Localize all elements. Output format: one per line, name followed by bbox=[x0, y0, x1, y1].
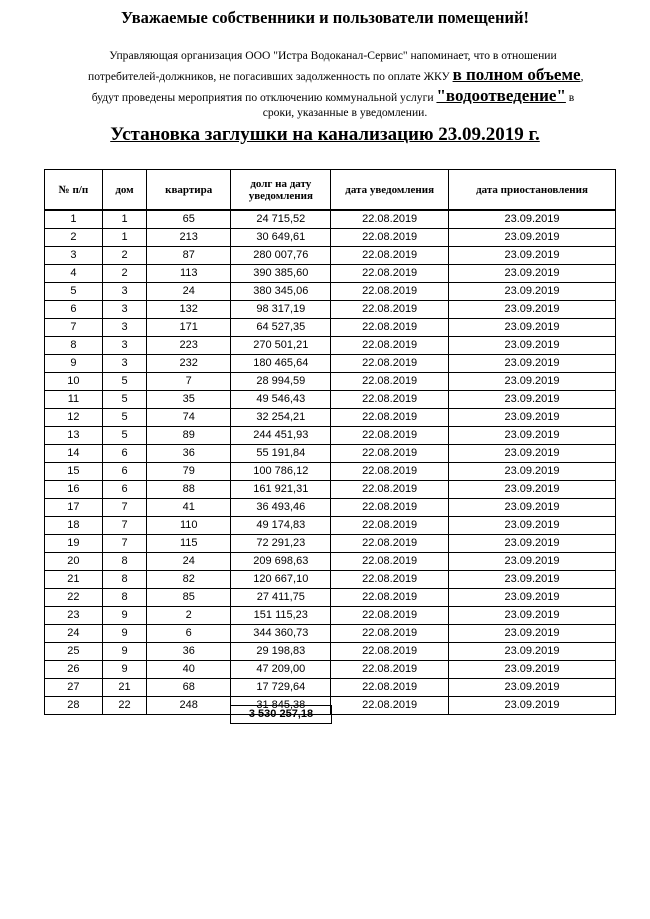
cell-house: 9 bbox=[102, 643, 146, 661]
table-row bbox=[45, 265, 616, 283]
table-row bbox=[45, 625, 616, 643]
cell-apartment: 36 bbox=[147, 643, 231, 661]
cell-suspension-date: 23.09.2019 bbox=[448, 625, 615, 643]
cell-notice-date: 22.08.2019 bbox=[331, 337, 449, 355]
cell-notice-date: 22.08.2019 bbox=[331, 355, 449, 373]
cell-debt: 31 845,38 bbox=[231, 697, 331, 715]
cell-apartment: 6 bbox=[147, 625, 231, 643]
header-debt: долг на дату уведомления bbox=[231, 170, 331, 211]
cell-apartment: 110 bbox=[147, 517, 231, 535]
cell-house: 5 bbox=[102, 409, 146, 427]
page-title: Уважаемые собственники и пользователи помещений! bbox=[120, 8, 530, 27]
cell-suspension-date: 23.09.2019 bbox=[448, 283, 615, 301]
cell-house: 2 bbox=[102, 265, 146, 283]
cell-apartment: 113 bbox=[147, 265, 231, 283]
cell-notice-date: 22.08.2019 bbox=[331, 265, 449, 283]
cell-apartment: 74 bbox=[147, 409, 231, 427]
table-row bbox=[45, 463, 616, 481]
cell-apartment: 24 bbox=[147, 553, 231, 571]
cell-house: 6 bbox=[102, 445, 146, 463]
cell-index: 8 bbox=[45, 337, 103, 355]
cell-index: 13 bbox=[45, 427, 103, 445]
cell-debt: 151 115,23 bbox=[231, 607, 331, 625]
cell-house: 8 bbox=[102, 553, 146, 571]
cell-notice-date: 22.08.2019 bbox=[331, 589, 449, 607]
header-suspension-date: дата приостановления bbox=[448, 170, 615, 211]
cell-suspension-date: 23.09.2019 bbox=[448, 210, 615, 229]
cell-debt: 120 667,10 bbox=[231, 571, 331, 589]
cell-apartment: 223 bbox=[147, 337, 231, 355]
cell-notice-date: 22.08.2019 bbox=[331, 210, 449, 229]
cell-debt: 100 786,12 bbox=[231, 463, 331, 481]
cell-debt: 30 649,61 bbox=[231, 229, 331, 247]
table-row bbox=[45, 481, 616, 499]
cell-debt: 36 493,46 bbox=[231, 499, 331, 517]
cell-apartment: 85 bbox=[147, 589, 231, 607]
header-apartment: квартира bbox=[147, 170, 231, 211]
cell-apartment: 213 bbox=[147, 229, 231, 247]
cell-debt: 270 501,21 bbox=[231, 337, 331, 355]
cell-suspension-date: 23.09.2019 bbox=[448, 355, 615, 373]
cell-suspension-date: 23.09.2019 bbox=[448, 373, 615, 391]
cell-notice-date: 22.08.2019 bbox=[331, 553, 449, 571]
table-row bbox=[45, 337, 616, 355]
cell-suspension-date: 23.09.2019 bbox=[448, 589, 615, 607]
cell-suspension-date: 23.09.2019 bbox=[448, 463, 615, 481]
cell-suspension-date: 23.09.2019 bbox=[448, 301, 615, 319]
cell-notice-date: 22.08.2019 bbox=[331, 427, 449, 445]
cell-apartment: 2 bbox=[147, 607, 231, 625]
cell-notice-date: 22.08.2019 bbox=[331, 607, 449, 625]
table-row bbox=[45, 355, 616, 373]
cell-house: 22 bbox=[102, 697, 146, 715]
cell-apartment: 89 bbox=[147, 427, 231, 445]
cell-apartment: 7 bbox=[147, 373, 231, 391]
cell-notice-date: 22.08.2019 bbox=[331, 283, 449, 301]
cell-debt: 244 451,93 bbox=[231, 427, 331, 445]
cell-debt: 49 546,43 bbox=[231, 391, 331, 409]
cell-suspension-date: 23.09.2019 bbox=[448, 319, 615, 337]
table-row bbox=[45, 283, 616, 301]
table-row bbox=[45, 571, 616, 589]
cell-index: 25 bbox=[45, 643, 103, 661]
cell-index: 18 bbox=[45, 517, 103, 535]
cell-index: 4 bbox=[45, 265, 103, 283]
cell-apartment: 24 bbox=[147, 283, 231, 301]
cell-suspension-date: 23.09.2019 bbox=[448, 481, 615, 499]
cell-house: 9 bbox=[102, 607, 146, 625]
cell-suspension-date: 23.09.2019 bbox=[448, 661, 615, 679]
debtors-table bbox=[44, 169, 616, 715]
cell-debt: 24 715,52 bbox=[231, 210, 331, 229]
table-row bbox=[45, 427, 616, 445]
cell-suspension-date: 23.09.2019 bbox=[448, 391, 615, 409]
cell-debt: 55 191,84 bbox=[231, 445, 331, 463]
table-row bbox=[45, 319, 616, 337]
intro-line-3-text: будут проведены мероприятия по отключению коммунальной услуги bbox=[91, 91, 437, 104]
header-house: дом bbox=[102, 170, 146, 211]
cell-index: 28 bbox=[45, 697, 103, 715]
cell-apartment: 87 bbox=[147, 247, 231, 265]
cell-suspension-date: 23.09.2019 bbox=[448, 517, 615, 535]
cell-notice-date: 22.08.2019 bbox=[331, 661, 449, 679]
cell-suspension-date: 23.09.2019 bbox=[448, 499, 615, 517]
cell-suspension-date: 23.09.2019 bbox=[448, 337, 615, 355]
cell-notice-date: 22.08.2019 bbox=[331, 391, 449, 409]
cell-index: 6 bbox=[45, 301, 103, 319]
cell-house: 7 bbox=[102, 517, 146, 535]
table-row bbox=[45, 210, 616, 229]
cell-house: 7 bbox=[102, 499, 146, 517]
cell-index: 23 bbox=[45, 607, 103, 625]
cell-house: 21 bbox=[102, 679, 146, 697]
cell-suspension-date: 23.09.2019 bbox=[448, 265, 615, 283]
table-row bbox=[45, 391, 616, 409]
cell-index: 22 bbox=[45, 589, 103, 607]
cell-suspension-date: 23.09.2019 bbox=[448, 553, 615, 571]
cell-index: 2 bbox=[45, 229, 103, 247]
table-row bbox=[45, 409, 616, 427]
cell-house: 2 bbox=[102, 247, 146, 265]
cell-house: 3 bbox=[102, 301, 146, 319]
cell-notice-date: 22.08.2019 bbox=[331, 535, 449, 553]
cell-house: 1 bbox=[102, 229, 146, 247]
cell-apartment: 41 bbox=[147, 499, 231, 517]
cell-apartment: 36 bbox=[147, 445, 231, 463]
cell-suspension-date: 23.09.2019 bbox=[448, 697, 615, 715]
cell-house: 9 bbox=[102, 625, 146, 643]
cell-debt: 29 198,83 bbox=[231, 643, 331, 661]
cell-apartment: 82 bbox=[147, 571, 231, 589]
table-row bbox=[45, 517, 616, 535]
cell-apartment: 115 bbox=[147, 535, 231, 553]
cell-notice-date: 22.08.2019 bbox=[331, 625, 449, 643]
table-row bbox=[45, 499, 616, 517]
cell-notice-date: 22.08.2019 bbox=[331, 697, 449, 715]
table-row bbox=[45, 301, 616, 319]
header-notice-date: дата уведомления bbox=[331, 170, 449, 211]
cell-debt: 98 317,19 bbox=[231, 301, 331, 319]
cell-suspension-date: 23.09.2019 bbox=[448, 427, 615, 445]
cell-suspension-date: 23.09.2019 bbox=[448, 679, 615, 697]
intro-line-1: Управляющая организация ООО "Истра Водоканал-Сервис" напоминает, что в отношении bbox=[109, 49, 557, 62]
cell-apartment: 68 bbox=[147, 679, 231, 697]
intro-line-3-tail: в bbox=[565, 91, 575, 104]
cell-notice-date: 22.08.2019 bbox=[331, 301, 449, 319]
cell-index: 17 bbox=[45, 499, 103, 517]
cell-debt: 180 465,64 bbox=[231, 355, 331, 373]
cell-index: 20 bbox=[45, 553, 103, 571]
cell-index: 1 bbox=[45, 210, 103, 229]
cell-apartment: 40 bbox=[147, 661, 231, 679]
cell-apartment: 248 bbox=[147, 697, 231, 715]
cell-notice-date: 22.08.2019 bbox=[331, 409, 449, 427]
cell-notice-date: 22.08.2019 bbox=[331, 643, 449, 661]
cell-debt: 47 209,00 bbox=[231, 661, 331, 679]
cell-house: 6 bbox=[102, 481, 146, 499]
table-row bbox=[45, 535, 616, 553]
cell-notice-date: 22.08.2019 bbox=[331, 247, 449, 265]
cell-index: 3 bbox=[45, 247, 103, 265]
cell-house: 3 bbox=[102, 355, 146, 373]
cell-suspension-date: 23.09.2019 bbox=[448, 607, 615, 625]
table-row bbox=[45, 607, 616, 625]
cell-notice-date: 22.08.2019 bbox=[331, 373, 449, 391]
cell-debt: 209 698,63 bbox=[231, 553, 331, 571]
table-row bbox=[45, 643, 616, 661]
table-row bbox=[45, 661, 616, 679]
cell-index: 21 bbox=[45, 571, 103, 589]
emphasis-full-amount: в полном объеме bbox=[452, 65, 581, 84]
cell-house: 5 bbox=[102, 373, 146, 391]
table-header-row bbox=[45, 170, 616, 211]
cell-debt: 64 527,35 bbox=[231, 319, 331, 337]
total-debt: 3 530 257,18 bbox=[230, 705, 332, 724]
table-body bbox=[45, 210, 616, 715]
cell-index: 15 bbox=[45, 463, 103, 481]
cell-debt: 344 360,73 bbox=[231, 625, 331, 643]
header-index: № п/п bbox=[45, 170, 103, 211]
cell-apartment: 232 bbox=[147, 355, 231, 373]
cell-suspension-date: 23.09.2019 bbox=[448, 445, 615, 463]
cell-suspension-date: 23.09.2019 bbox=[448, 643, 615, 661]
table-row bbox=[45, 679, 616, 697]
cell-debt: 72 291,23 bbox=[231, 535, 331, 553]
intro-paragraph bbox=[88, 46, 584, 119]
cell-index: 14 bbox=[45, 445, 103, 463]
table-row bbox=[45, 589, 616, 607]
cell-house: 5 bbox=[102, 391, 146, 409]
cell-debt: 49 174,83 bbox=[231, 517, 331, 535]
cell-house: 9 bbox=[102, 661, 146, 679]
cell-house: 1 bbox=[102, 210, 146, 229]
cell-notice-date: 22.08.2019 bbox=[331, 229, 449, 247]
cell-house: 8 bbox=[102, 571, 146, 589]
cell-index: 7 bbox=[45, 319, 103, 337]
cell-index: 27 bbox=[45, 679, 103, 697]
cell-apartment: 132 bbox=[147, 301, 231, 319]
cell-index: 26 bbox=[45, 661, 103, 679]
table-row bbox=[45, 373, 616, 391]
cell-index: 16 bbox=[45, 481, 103, 499]
cell-house: 3 bbox=[102, 337, 146, 355]
cell-notice-date: 22.08.2019 bbox=[331, 481, 449, 499]
cell-house: 3 bbox=[102, 319, 146, 337]
cell-house: 5 bbox=[102, 427, 146, 445]
cell-index: 5 bbox=[45, 283, 103, 301]
cell-suspension-date: 23.09.2019 bbox=[448, 229, 615, 247]
cell-debt: 27 411,75 bbox=[231, 589, 331, 607]
intro-line-3 bbox=[88, 86, 578, 107]
cell-debt: 17 729,64 bbox=[231, 679, 331, 697]
intro-line-2-text: потребителей-должников, не погасивших задолженность по оплате ЖКУ bbox=[88, 70, 453, 83]
table-row bbox=[45, 229, 616, 247]
cell-debt: 161 921,31 bbox=[231, 481, 331, 499]
cell-index: 10 bbox=[45, 373, 103, 391]
cell-apartment: 35 bbox=[147, 391, 231, 409]
cell-apartment: 65 bbox=[147, 210, 231, 229]
cell-house: 8 bbox=[102, 589, 146, 607]
cell-notice-date: 22.08.2019 bbox=[331, 517, 449, 535]
cell-notice-date: 22.08.2019 bbox=[331, 445, 449, 463]
cell-apartment: 88 bbox=[147, 481, 231, 499]
cell-index: 9 bbox=[45, 355, 103, 373]
cell-house: 6 bbox=[102, 463, 146, 481]
table-row bbox=[45, 553, 616, 571]
cell-apartment: 171 bbox=[147, 319, 231, 337]
cell-debt: 390 385,60 bbox=[231, 265, 331, 283]
cell-debt: 380 345,06 bbox=[231, 283, 331, 301]
cell-apartment: 79 bbox=[147, 463, 231, 481]
cell-suspension-date: 23.09.2019 bbox=[448, 409, 615, 427]
cell-debt: 32 254,21 bbox=[231, 409, 331, 427]
cell-notice-date: 22.08.2019 bbox=[331, 463, 449, 481]
cell-suspension-date: 23.09.2019 bbox=[448, 247, 615, 265]
intro-line-2 bbox=[88, 65, 584, 86]
cell-suspension-date: 23.09.2019 bbox=[448, 535, 615, 553]
table-row bbox=[45, 247, 616, 265]
cell-house: 7 bbox=[102, 535, 146, 553]
intro-line-2-comma: , bbox=[580, 70, 584, 83]
cell-index: 19 bbox=[45, 535, 103, 553]
intro-line-4: сроки, указанные в уведомлении. bbox=[262, 106, 428, 119]
table-row bbox=[45, 445, 616, 463]
cell-index: 11 bbox=[45, 391, 103, 409]
cell-notice-date: 22.08.2019 bbox=[331, 679, 449, 697]
cell-index: 12 bbox=[45, 409, 103, 427]
cell-debt: 28 994,59 bbox=[231, 373, 331, 391]
cell-notice-date: 22.08.2019 bbox=[331, 499, 449, 517]
cell-notice-date: 22.08.2019 bbox=[331, 571, 449, 589]
cell-notice-date: 22.08.2019 bbox=[331, 319, 449, 337]
section-subtitle: Установка заглушки на канализацию 23.09.2019 г. bbox=[110, 124, 540, 145]
emphasis-service-name: "водоотведение" bbox=[436, 86, 566, 105]
cell-index: 24 bbox=[45, 625, 103, 643]
cell-house: 3 bbox=[102, 283, 146, 301]
cell-debt: 280 007,76 bbox=[231, 247, 331, 265]
cell-suspension-date: 23.09.2019 bbox=[448, 571, 615, 589]
